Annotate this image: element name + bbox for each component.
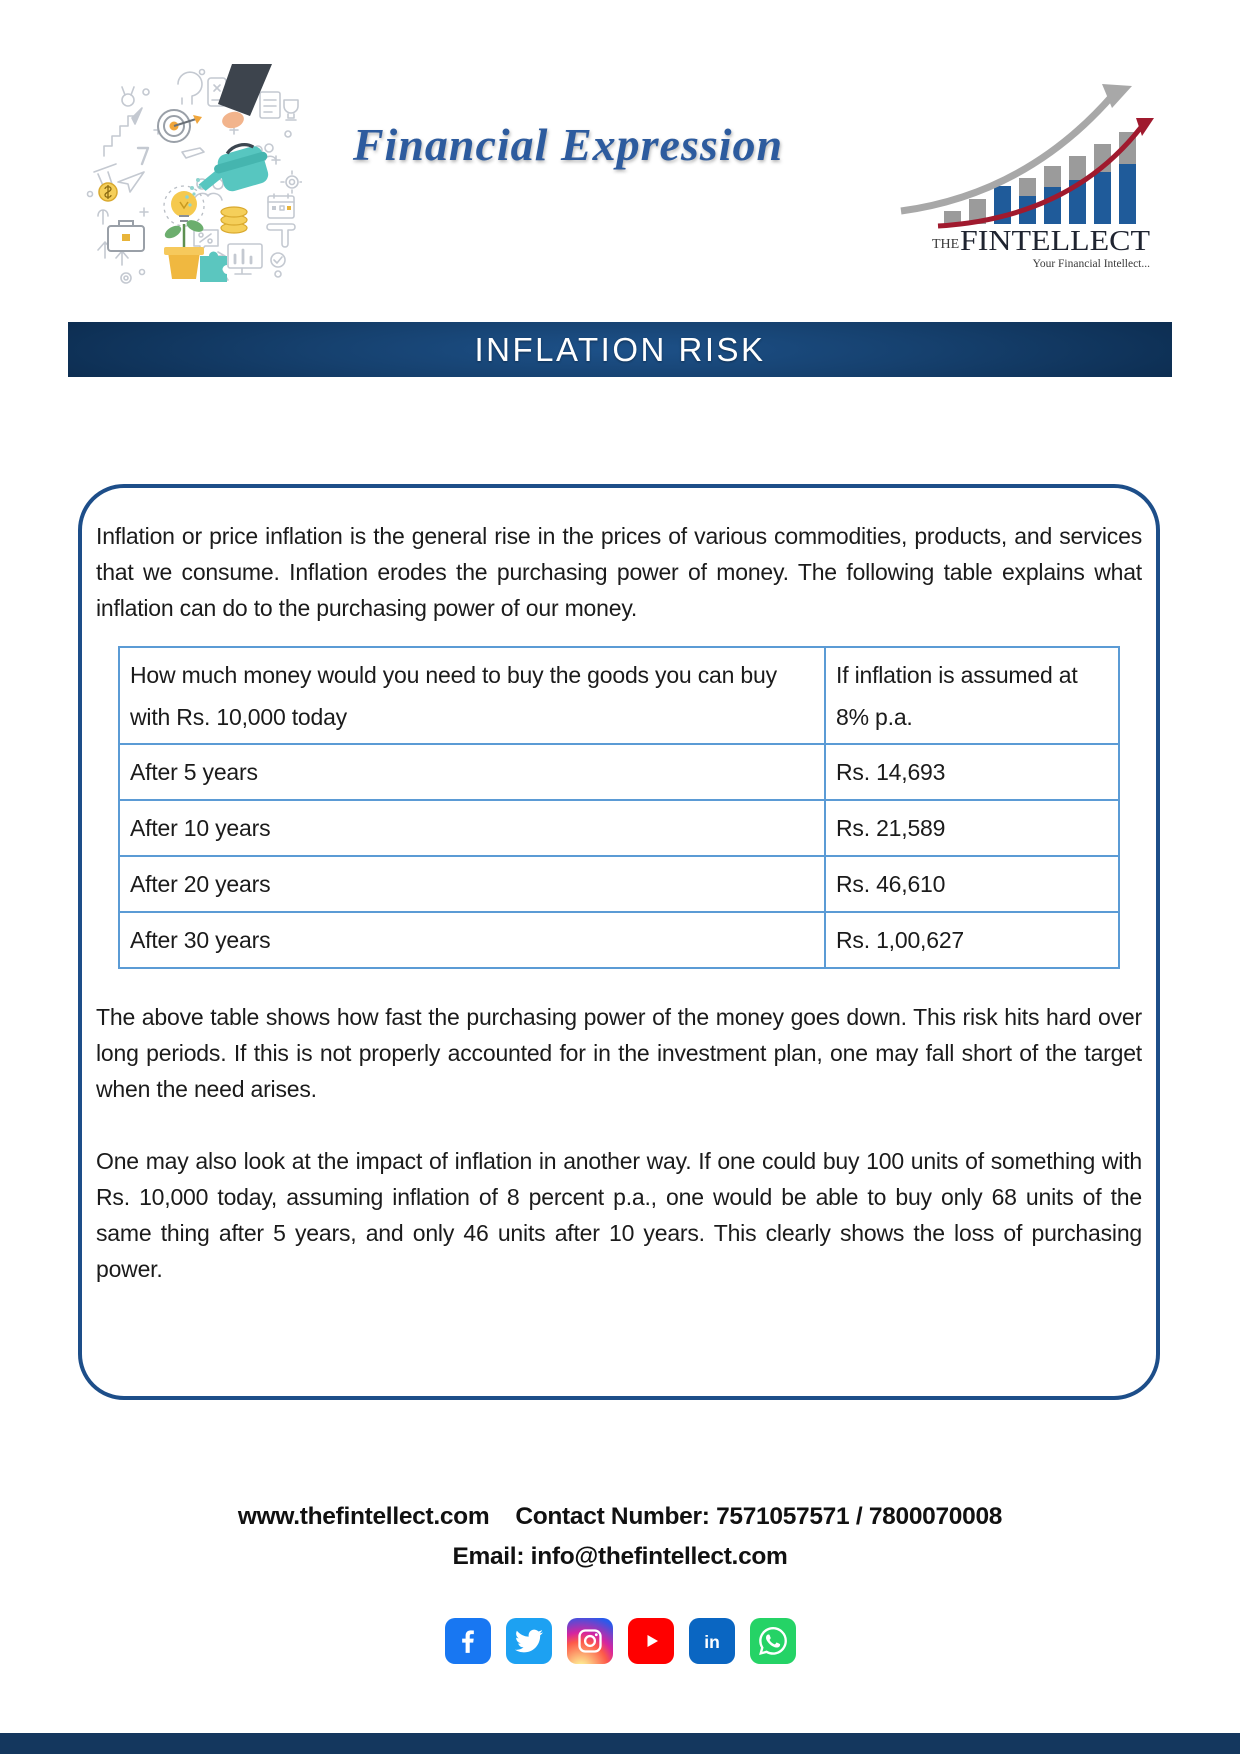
- logo-prefix: THE: [932, 237, 960, 252]
- table-cell-value: Rs. 14,693: [825, 744, 1119, 800]
- bottom-bar: [0, 1733, 1240, 1754]
- footer-contact: [0, 1497, 1240, 1577]
- table-header-row: [119, 647, 1119, 744]
- social-row: [0, 1618, 1240, 1664]
- page-title: Financial Expression: [352, 119, 784, 170]
- table-row: [119, 912, 1119, 968]
- content-box: [78, 484, 1160, 1400]
- inflation-table: [118, 646, 1120, 969]
- banner-title: INFLATION RISK: [474, 330, 766, 368]
- table-row: [119, 744, 1119, 800]
- table-cell-label: After 30 years: [119, 912, 825, 968]
- instagram-icon[interactable]: [567, 1618, 613, 1664]
- table-header-answer: If inflation is assumed at 8% p.a.: [825, 647, 1119, 744]
- fintellect-logo: [896, 76, 1160, 278]
- table-cell-value: Rs. 1,00,627: [825, 912, 1119, 968]
- footer-website: www.thefintellect.com: [237, 1503, 490, 1530]
- table-cell-label: After 20 years: [119, 856, 825, 912]
- facebook-icon[interactable]: [445, 1618, 491, 1664]
- footer-phone: Contact Number: 7571057571 / 7800070008: [515, 1503, 1003, 1530]
- linkedin-icon[interactable]: [689, 1618, 735, 1664]
- whatsapp-icon[interactable]: [750, 1618, 796, 1664]
- youtube-icon[interactable]: [628, 1618, 674, 1664]
- table-row: [119, 800, 1119, 856]
- logo-tagline: Your Financial Intellect...: [1032, 258, 1150, 270]
- banner: [68, 322, 1172, 377]
- logo-red-arrow: [938, 126, 1142, 226]
- table-cell-label: After 10 years: [119, 800, 825, 856]
- table-cell-value: Rs. 46,610: [825, 856, 1119, 912]
- logo-bar-chart: [944, 132, 1136, 224]
- paragraph-units: One may also look at the impact of inflation in another way. If one could buy 100 units of something with Rs. 10,000 today, assuming inflation of 8 percent p.a., one would be able to buy only 68 units of the same thing after 5 years, and only 46 units after 10 years. This clearly shows the loss of purchasing power.: [96, 1148, 1142, 1282]
- intro-paragraph: Inflation or price inflation is the general rise in the prices of various commodities, products, and services that we consume. Inflation erodes the purchasing power of money. The following table explains what inflation can do to the purchasing power of our money.: [96, 523, 1142, 621]
- logo-name: FINTELLECT: [960, 226, 1150, 257]
- footer-line-1: [0, 1497, 1240, 1537]
- table-row: [119, 856, 1119, 912]
- table-header-question: How much money would you need to buy the goods you can buy with Rs. 10,000 today: [119, 647, 825, 744]
- footer-email: Email: info@thefintellect.com: [452, 1543, 788, 1570]
- table-cell-label: After 5 years: [119, 744, 825, 800]
- table-cell-value: Rs. 21,589: [825, 800, 1119, 856]
- paragraph-purchasing-power: The above table shows how fast the purchasing power of the money goes down. This risk hits hard over long periods. If this is not properly accounted for in the investment plan, one may fall short of the target when the need arises.: [96, 1004, 1142, 1102]
- twitter-icon[interactable]: [506, 1618, 552, 1664]
- linkedin-glyph: in: [703, 1631, 720, 1652]
- doodle-illustration: [82, 64, 302, 284]
